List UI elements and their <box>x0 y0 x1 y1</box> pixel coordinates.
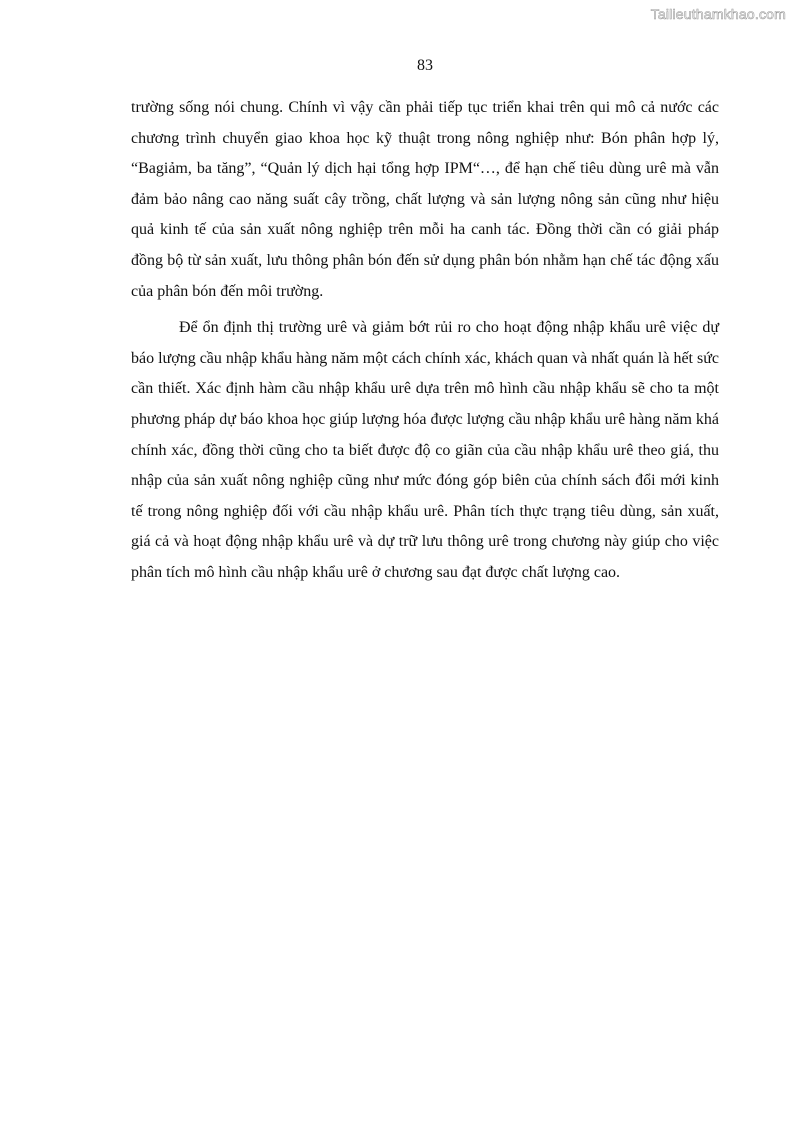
paragraph-continuation: trường sống nói chung. Chính vì vậy cần phải tiếp tục triển khai trên qui mô cả nước các chương trình chuyển giao khoa học kỹ thuật trong nông nghiệp như: Bón phân hợp lý, “Bagiảm, ba tăng”, “Quản lý dịch hại tổng hợp IPM“…, để hạn chế tiêu dùng urê mà vẫn đảm bảo nâng cao năng suất cây trồng, chất lượng và sản lượng nông sản cũng như hiệu quả kinh tế của sản xuất nông nghiệp trên mỗi ha canh tác. Đồng thời cần có giải pháp đồng bộ từ sản xuất, lưu thông phân bón đến sử dụng phân bón nhằm hạn chế tác động xấu của phân bón đến môi trường. <box>131 99 719 300</box>
page-number: 83 <box>417 57 433 74</box>
document-body <box>131 93 719 589</box>
paragraph-import-demand: Để ổn định thị trường urê và giảm bớt rủi ro cho hoạt động nhập khẩu urê việc dự báo lượng cầu nhập khẩu hàng năm một cách chính xác, khách quan và nhất quán là hết sức cần thiết. Xác định hàm cầu nhập khẩu urê dựa trên mô hình cầu nhập khẩu sẽ cho ta một phương pháp dự báo khoa học giúp lượng hóa được lượng cầu nhập khẩu urê hàng năm khá chính xác, đồng thời cũng cho ta biết được độ co giãn của cầu nhập khẩu urê theo giá, thu nhập của sản xuất nông nghiệp cũng như mức đóng góp biên của chính sách đổi mới kinh tế trong nông nghiệp đối với cầu nhập khẩu urê. Phân tích thực trạng tiêu dùng, sản xuất, giá cả và hoạt động nhập khẩu urê và dự trữ lưu thông urê trong chương này giúp cho việc phân tích mô hình cầu nhập khẩu urê ở chương sau đạt được chất lượng cao. <box>131 319 719 581</box>
watermark-text: Tailieuthamkhao.com <box>650 6 786 22</box>
